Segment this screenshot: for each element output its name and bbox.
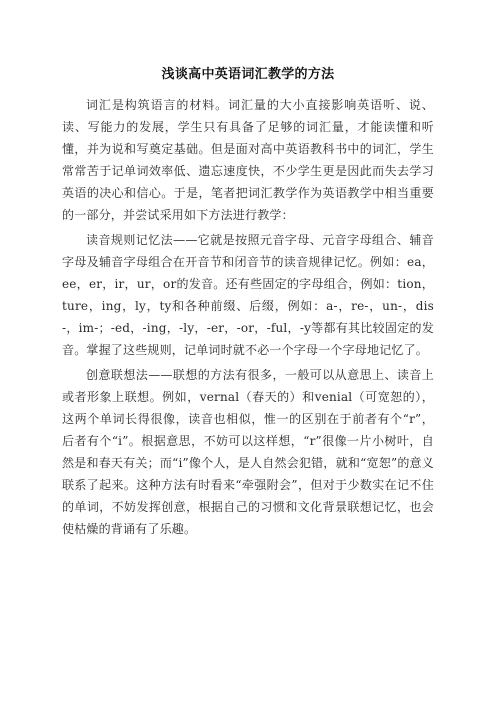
paragraph-pronunciation-rules: 读音规则记忆法——它就是按照元音字母、元音字母组合、辅音字母及辅音字母组合在开音节和闭音节的读音规律记忆。例如：ea，ee，er，ir，ur，or的发音。还有些固定的字母组合，例如：tion，ture，ing，ly，ty和各种前缀、后缀，例如：a-，re-，un-，dis-，im-；-ed，-ing，-ly，-er，-or，-ful，-y等都有其比较固定的发音。掌握了这些规则，记单词时就不必一个字母一个字母地记忆了。 <box>62 233 434 357</box>
paragraph-intro: 词汇是构筑语言的材料。词汇量的大小直接影响英语听、说、读、写能力的发展，学生只有具备了足够的词汇量，才能读懂和听懂，并为说和写奠定基础。但是面对高中英语教科书中的词汇，学生常常苦于记单词效率低、遗忘速度快，不少学生更是因此而失去学习英语的决心和信心。于是，笔者把词汇教学作为英语教学中相当重要的一部分，并尝试采用如下方法进行教学： <box>62 98 434 222</box>
document-body <box>62 94 434 543</box>
document-title: 浅谈高中英语词汇教学的方法 <box>161 67 335 82</box>
paragraph-creative-association: 创意联想法——联想的方法有很多，一般可以从意思上、读音上或者形象上联想。例如，vernal（春天的）和venial（可宽恕的），这两个单词长得很像，读音也相似，惟一的区别在于前者有个“r”，后者有个“i”。根据意思，不妨可以这样想，“r”很像一片小树叶，自然是和春天有关；而“i”像个人，是人自然会犯错，就和“宽恕”的意义联系了起来。这种方法有时看来“牵强附会”，但对于少数实在记不住的单词，不妨发挥创意，根据自己的习惯和文化背景联想记忆，也会使枯燥的背诵有了乐趣。 <box>62 368 434 536</box>
